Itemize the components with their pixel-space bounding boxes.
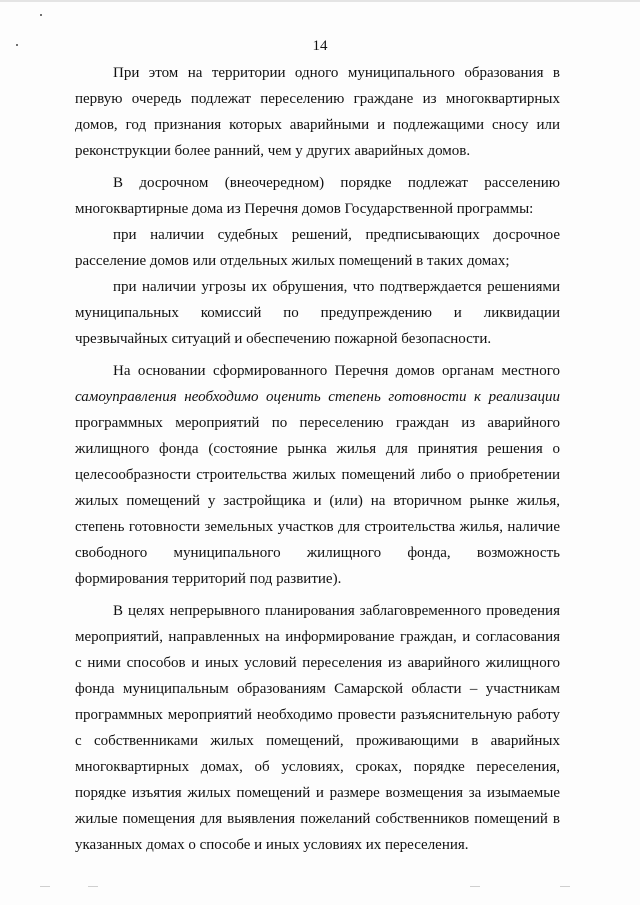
text-line: формирования территорий под развитие). [75, 571, 342, 587]
text-line: многоквартирных домах, об условиях, сроках, порядке переселения, [75, 759, 560, 775]
paragraph [75, 222, 560, 274]
text-line: с ними способов и иных условий переселения из аварийного жилищного [75, 655, 560, 671]
text-line: В целях непрерывного планирования заблаговременного проведения [113, 603, 560, 619]
document-body [75, 60, 560, 858]
page-number: 14 [312, 38, 328, 54]
text-line: порядке изъятия жилых помещений и размере возмещения за изымаемые [75, 785, 560, 801]
text-line: домов, год признания которых аварийными и подлежащими сносу или [75, 117, 560, 133]
paragraph [75, 170, 560, 222]
text-line: первую очередь подлежат переселению граждане из многоквартирных [75, 91, 560, 107]
text-line: жилищного фонда (состояние рынка жилья для принятия решения о [75, 441, 560, 457]
text-line: жилые помещения для выявления пожеланий собственников помещений в [75, 811, 560, 827]
paragraph [75, 358, 560, 592]
text-line: муниципальных комиссий по предупреждению и ликвидации [75, 305, 560, 321]
text-line: указанных домах о способе и иных условиях их переселения. [75, 837, 469, 853]
text-line: При этом на территории одного муниципального образования в [113, 65, 560, 81]
text-line: жилых помещений у застройщика и (или) на вторичном рынке жилья, [75, 493, 560, 509]
paragraph [75, 598, 560, 858]
scan-top-edge [0, 0, 640, 2]
text-line: самоуправления необходимо оценить степень готовности к реализации [75, 389, 560, 405]
scan-bottom-marks [0, 880, 640, 900]
paragraph [75, 274, 560, 352]
text-line: программных мероприятий необходимо провести разъяснительную работу [75, 707, 560, 723]
text-line: чрезвычайных ситуаций и обеспечению пожарной безопасности. [75, 331, 492, 347]
text-line: реконструкции более ранний, чем у других аварийных домов. [75, 143, 471, 159]
text-line: при наличии судебных решений, предписывающих досрочное [113, 227, 560, 243]
scan-speck [40, 14, 42, 16]
text-line: расселение домов или отдельных жилых помещений в таких домах; [75, 253, 510, 269]
text-line: степень готовности земельных участков для строительства жилья, наличие [75, 519, 560, 535]
text-line: программных мероприятий по переселению граждан из аварийного [75, 415, 560, 431]
text-line: при наличии угрозы их обрушения, что подтверждается решениями [113, 279, 560, 295]
text-line: фонда муниципальным образованиям Самарской области – участникам [75, 681, 560, 697]
text-line: целесообразности строительства жилых помещений либо о приобретении [75, 467, 560, 483]
text-line: На основании сформированного Перечня домов органам местного [113, 363, 560, 379]
text-line: свободного муниципального жилищного фонда, возможность [75, 545, 560, 561]
paragraph [75, 60, 560, 164]
text-line: мероприятий, направленных на информирование граждан, и согласования [75, 629, 560, 645]
text-line: многоквартирные дома из Перечня домов Государственной программы: [75, 201, 534, 217]
text-line: В досрочном (внеочередном) порядке подлежат расселению [113, 175, 560, 191]
text-line: с собственниками жилых помещений, проживающими в аварийных [75, 733, 560, 749]
